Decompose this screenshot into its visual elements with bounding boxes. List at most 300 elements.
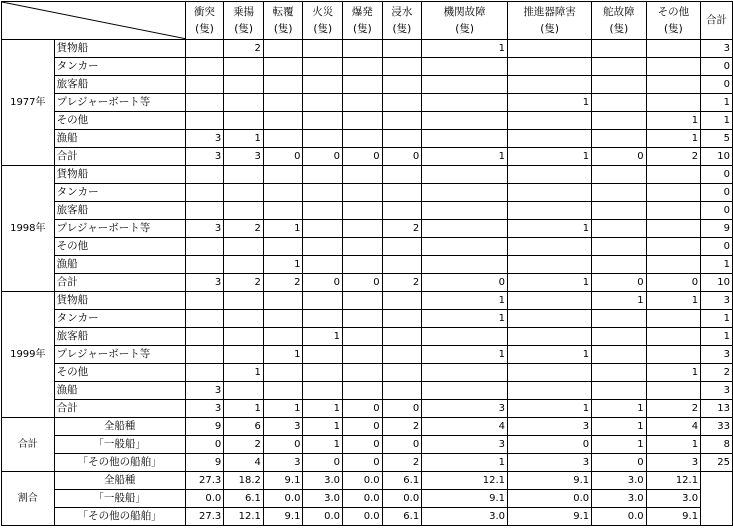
table-cell [422,220,508,238]
table-cell: 1 [422,292,508,310]
table-cell: 0.0 [343,472,383,490]
table-row [2,112,733,130]
column-header-label: 推進器障害 [523,5,576,18]
table-cell: 25 [701,454,733,472]
table-cell: 3.0 [646,490,700,508]
table-cell: 2 [382,418,422,436]
table-cell: 1 [263,256,303,274]
table-cell: 3.0 [592,472,646,490]
table-cell: 2 [646,148,700,166]
table-cell [224,112,264,130]
table-cell: 3 [185,382,224,400]
table-cell [224,328,264,346]
table-cell: 6.1 [382,508,422,526]
table-cell [646,40,700,58]
table-cell: 1 [508,346,592,364]
table-cell: 2 [224,40,264,58]
table-cell [343,346,383,364]
table-cell [646,238,700,256]
table-cell [343,202,383,220]
table-cell: 1 [508,274,592,292]
table-cell: 3 [701,382,733,400]
table-cell: 9.1 [422,490,508,508]
row-label: タンカー [54,184,185,202]
table-cell [185,94,224,112]
column-header-label: 転覆 [272,5,294,18]
row-label: その他 [54,112,185,130]
table-cell: 0 [382,436,422,454]
column-header-unit: (隻) [195,22,214,35]
table-cell: 0 [646,274,700,292]
table-cell [263,310,303,328]
table-cell [224,382,264,400]
table-cell [422,364,508,382]
table-cell: 0 [701,202,733,220]
table-cell [303,346,343,364]
table-row [2,148,733,166]
table-cell: 0 [592,454,646,472]
table-cell [382,76,422,94]
table-cell [646,166,700,184]
table-cell: 2 [224,220,264,238]
row-label: 「その他の船舶」 [54,508,185,526]
table-cell [303,76,343,94]
column-header [508,2,592,40]
table-cell [508,166,592,184]
row-label: 「一般船」 [54,490,185,508]
header-row [2,2,733,40]
table-cell [343,238,383,256]
table-cell [263,202,303,220]
table-cell: 1 [422,148,508,166]
group-label: 1998年 [2,166,55,292]
row-label: 合計 [54,400,185,418]
table-cell: 3 [185,274,224,292]
table-cell: 3 [508,418,592,436]
table-cell [224,76,264,94]
table-cell [382,292,422,310]
table-cell [303,130,343,148]
table-cell: 2 [382,274,422,292]
table-row [2,238,733,256]
table-cell: 0 [508,436,592,454]
table-cell [508,382,592,400]
column-header [422,2,508,40]
row-label: 旅客船 [54,76,185,94]
table-cell: 1 [508,94,592,112]
table-cell: 3 [701,346,733,364]
table-cell [343,112,383,130]
blank-cell [701,472,733,526]
table-cell [343,166,383,184]
table-cell: 1 [303,418,343,436]
table-cell: 1 [224,130,264,148]
column-header-unit: (隻) [273,22,293,35]
table-cell [592,220,646,238]
column-header-label: その他 [657,5,690,18]
table-cell [382,310,422,328]
diagonal-line [2,2,185,39]
table-cell [508,292,592,310]
table-cell: 5 [701,130,733,148]
table-cell [422,256,508,274]
table-cell [263,94,303,112]
table-row [2,220,733,238]
table-row [2,130,733,148]
table-cell [646,328,700,346]
table-cell: 3 [185,148,224,166]
table-cell: 18.2 [224,472,264,490]
row-label: プレジャーボート等 [54,220,185,238]
table-cell: 1 [224,364,264,382]
table-cell: 3 [263,418,303,436]
table-row [2,382,733,400]
table-cell: 0 [592,148,646,166]
table-cell [382,202,422,220]
table-cell: 3 [185,130,224,148]
table-cell [422,112,508,130]
table-cell [343,130,383,148]
row-label: 漁船 [54,382,185,400]
table-cell [592,40,646,58]
table-cell: 0 [701,238,733,256]
table-cell: 6.1 [382,472,422,490]
table-cell [422,382,508,400]
table-cell: 0 [592,274,646,292]
table-cell: 2 [382,220,422,238]
table-cell [303,292,343,310]
table-cell [185,328,224,346]
table-cell [646,58,700,76]
table-cell: 1 [422,310,508,328]
table-cell: 9.1 [263,472,303,490]
table-cell: 0 [303,274,343,292]
group-label: 1999年 [2,292,55,418]
table-cell [592,310,646,328]
table-cell: 27.3 [185,508,224,526]
table-cell: 3 [263,454,303,472]
table-cell [508,364,592,382]
table-cell [422,166,508,184]
table-row [2,418,733,436]
table-cell: 0 [343,418,383,436]
table-cell [343,310,383,328]
row-label: 全船種 [54,472,185,490]
table-cell [263,184,303,202]
table-row [2,490,733,508]
table-cell [382,112,422,130]
table-row [2,256,733,274]
table-cell [185,364,224,382]
table-row [2,310,733,328]
row-label: 漁船 [54,256,185,274]
table-cell: 9.1 [646,508,700,526]
table-cell [303,220,343,238]
column-header [592,2,646,40]
column-header-unit: (隻) [234,22,253,35]
table-cell [592,166,646,184]
table-cell [185,292,224,310]
table-cell: 1 [592,418,646,436]
table-cell: 0 [701,184,733,202]
table-cell: 0 [422,274,508,292]
table-cell: 4 [422,418,508,436]
table-cell [263,328,303,346]
table-cell [592,112,646,130]
column-header-label: 火災 [312,5,334,18]
table-cell [646,76,700,94]
table-cell [646,202,700,220]
table-cell [646,94,700,112]
table-cell [303,58,343,76]
table-cell: 6.1 [224,490,264,508]
table-cell [303,382,343,400]
table-cell [224,184,264,202]
column-header-label: 機関故障 [443,5,486,18]
table-cell: 1 [701,310,733,328]
row-label: 旅客船 [54,202,185,220]
table-cell: 3 [185,220,224,238]
table-row [2,454,733,472]
row-label: 「その他の船舶」 [54,454,185,472]
table-cell [343,382,383,400]
table-cell: 1 [701,94,733,112]
table-cell [592,202,646,220]
table-cell [508,238,592,256]
column-header-unit: (隻) [313,22,333,35]
column-header-unit: (隻) [455,22,474,35]
column-header [263,2,303,40]
table-cell [508,184,592,202]
table-cell: 3 [224,148,264,166]
table-cell [422,76,508,94]
table-cell: 1 [646,292,700,310]
table-cell [263,382,303,400]
table-row [2,364,733,382]
table-cell: 4 [646,418,700,436]
row-label: 漁船 [54,130,185,148]
row-label: 貨物船 [54,292,185,310]
table-cell [185,184,224,202]
table-cell: 1 [701,112,733,130]
table-cell [224,166,264,184]
table-cell: 0 [343,148,383,166]
table-cell [646,310,700,328]
table-cell: 1 [701,256,733,274]
table-cell [592,346,646,364]
table-cell [263,364,303,382]
table-cell [646,346,700,364]
table-row [2,184,733,202]
table-cell [224,292,264,310]
table-cell [303,166,343,184]
table-cell: 3 [701,292,733,310]
table-row [2,328,733,346]
table-cell: 2 [382,454,422,472]
table-cell: 1 [422,40,508,58]
table-cell [303,256,343,274]
table-cell [382,382,422,400]
table-cell: 9.1 [263,508,303,526]
table-cell [303,184,343,202]
table-cell [185,202,224,220]
table-cell [508,328,592,346]
table-cell [343,256,383,274]
table-cell [646,220,700,238]
table-cell: 9 [701,220,733,238]
table-cell: 0.0 [303,508,343,526]
table-cell: 1 [224,400,264,418]
table-cell [185,238,224,256]
table-cell: 2 [701,364,733,382]
table-cell [646,184,700,202]
table-cell: 9 [185,454,224,472]
table-row [2,58,733,76]
table-cell [592,238,646,256]
corner-diagonal-cell [2,2,186,40]
table-cell [382,184,422,202]
group-label: 1977年 [2,40,55,166]
table-cell [263,238,303,256]
table-cell: 1 [303,328,343,346]
table-cell: 9.1 [508,472,592,490]
table-cell: 1 [303,400,343,418]
column-header [382,2,422,40]
table-cell: 1 [508,148,592,166]
row-label: 貨物船 [54,166,185,184]
table-cell: 3 [508,454,592,472]
table-cell [224,202,264,220]
column-header-label: 舵故障 [603,5,635,18]
table-cell [592,94,646,112]
table-cell: 1 [263,220,303,238]
column-header-unit: (隻) [352,22,372,35]
table-cell [263,112,303,130]
table-cell: 3 [422,400,508,418]
table-cell: 0 [303,454,343,472]
table-cell: 0 [382,148,422,166]
table-cell: 0 [263,148,303,166]
table-cell: 0.0 [263,490,303,508]
table-cell [592,256,646,274]
column-header [343,2,383,40]
table-cell [422,130,508,148]
table-cell [303,112,343,130]
table-cell: 0.0 [508,490,592,508]
table-cell: 0.0 [185,490,224,508]
column-header [646,2,700,40]
table-cell: 1 [422,346,508,364]
table-row [2,400,733,418]
table-cell [592,364,646,382]
table-cell [382,238,422,256]
table-cell: 0 [263,436,303,454]
table-cell [343,220,383,238]
table-cell: 1 [646,436,700,454]
row-label: 合計 [54,274,185,292]
table-cell: 9.1 [508,508,592,526]
table-cell: 0 [701,76,733,94]
table-cell [343,292,383,310]
table-cell: 0 [382,400,422,418]
table-cell [343,364,383,382]
table-row [2,202,733,220]
table-cell [592,76,646,94]
table-row [2,274,733,292]
table-row [2,40,733,58]
column-header [701,2,733,40]
table-cell [185,256,224,274]
table-cell: 12.1 [422,472,508,490]
table-cell: 0 [303,148,343,166]
table-cell: 3.0 [303,472,343,490]
table-row [2,76,733,94]
table-row [2,166,733,184]
table-cell: 13 [701,400,733,418]
table-cell: 3.0 [592,490,646,508]
row-label: タンカー [54,310,185,328]
column-header [224,2,264,40]
table-cell [343,94,383,112]
table-cell [343,40,383,58]
column-header-label: 浸水 [391,5,413,18]
table-cell [185,166,224,184]
table-cell: 12.1 [224,508,264,526]
table-cell [592,58,646,76]
table-cell: 6 [224,418,264,436]
table-cell: 0 [343,436,383,454]
table-cell: 2 [224,436,264,454]
table-cell: 1 [303,436,343,454]
table-cell: 10 [701,148,733,166]
row-label: 貨物船 [54,40,185,58]
table-cell [303,202,343,220]
table-cell [263,292,303,310]
group-label: 合計 [2,418,55,472]
table-cell [343,328,383,346]
table-cell [185,58,224,76]
table-cell: 1 [508,220,592,238]
table-cell [185,112,224,130]
column-header-label: 爆発 [351,5,373,18]
column-header-unit: (隻) [664,22,683,35]
table-cell [263,40,303,58]
table-cell [224,346,264,364]
table-cell: 4 [224,454,264,472]
row-label: タンカー [54,58,185,76]
column-header-unit: (隻) [392,22,412,35]
table-cell: 10 [701,274,733,292]
table-cell: 0 [343,400,383,418]
table-cell: 1 [422,454,508,472]
table-cell [508,310,592,328]
table-cell [185,40,224,58]
table-cell [508,58,592,76]
table-cell: 3 [646,454,700,472]
column-header-label: 合計 [706,14,728,26]
table-row [2,508,733,526]
table-cell: 1 [592,436,646,454]
table-cell [422,202,508,220]
table-cell [422,328,508,346]
table-cell: 0 [185,436,224,454]
row-label: 合計 [54,148,185,166]
table-cell [382,346,422,364]
table-cell: 1 [263,400,303,418]
table-cell [646,382,700,400]
table-cell [343,76,383,94]
table-cell: 2 [224,274,264,292]
